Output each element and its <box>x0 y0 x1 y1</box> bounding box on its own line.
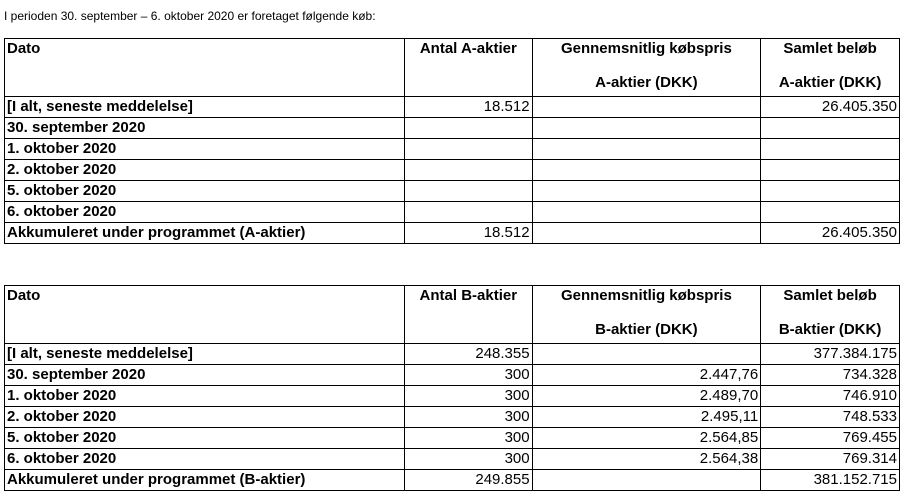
row-avg-price <box>532 118 761 139</box>
row-label: 30. september 2020 <box>5 365 405 386</box>
row-count: 300 <box>405 449 533 470</box>
table-row <box>5 202 900 223</box>
table-header-row <box>5 39 900 97</box>
row-label: 6. oktober 2020 <box>5 449 405 470</box>
intro-text: I perioden 30. september – 6. oktober 2020 er foretaget følgende køb: <box>4 9 376 23</box>
row-avg-price <box>532 202 761 223</box>
row-label: [I alt, seneste meddelelse] <box>5 97 405 118</box>
row-label: 30. september 2020 <box>5 118 405 139</box>
row-label: [I alt, seneste meddelelse] <box>5 344 405 365</box>
row-total <box>761 160 900 181</box>
row-count: 248.355 <box>405 344 533 365</box>
row-avg-price <box>532 139 761 160</box>
table-header-row <box>5 286 900 344</box>
a-shares-table <box>4 38 900 244</box>
header-date: Dato <box>5 39 405 97</box>
row-total: 734.328 <box>761 365 900 386</box>
header-date: Dato <box>5 286 405 344</box>
header-total-line2: B-aktier (DKK) <box>778 321 882 338</box>
b-shares-table <box>4 285 900 491</box>
table-row <box>5 386 900 407</box>
table-row <box>5 118 900 139</box>
row-avg-price <box>532 344 761 365</box>
row-total: 769.314 <box>761 449 900 470</box>
table-row <box>5 181 900 202</box>
row-count <box>405 202 533 223</box>
row-count <box>405 160 533 181</box>
row-total <box>761 139 900 160</box>
row-label: Akkumuleret under programmet (B-aktier) <box>5 470 405 491</box>
row-avg-price: 2.564,85 <box>532 428 761 449</box>
row-avg-price: 2.489,70 <box>532 386 761 407</box>
header-avg-price <box>532 39 761 97</box>
table-row <box>5 449 900 470</box>
row-avg-price <box>532 181 761 202</box>
header-total-line2: A-aktier (DKK) <box>778 74 882 91</box>
table-row <box>5 428 900 449</box>
table-row <box>5 344 900 365</box>
row-label: 5. oktober 2020 <box>5 181 405 202</box>
row-avg-price <box>532 470 761 491</box>
row-total <box>761 181 900 202</box>
table-row <box>5 139 900 160</box>
row-count: 300 <box>405 428 533 449</box>
row-total: 748.533 <box>761 407 900 428</box>
row-count: 300 <box>405 365 533 386</box>
header-total-line1: Samlet beløb <box>783 287 877 304</box>
header-avg-price-line1: Gennemsnitlig købspris <box>560 40 732 57</box>
row-total: 26.405.350 <box>761 97 900 118</box>
row-count: 18.512 <box>405 97 533 118</box>
row-label: 2. oktober 2020 <box>5 407 405 428</box>
table-row <box>5 365 900 386</box>
row-label: 1. oktober 2020 <box>5 386 405 407</box>
row-total: 381.152.715 <box>761 470 900 491</box>
row-label: 2. oktober 2020 <box>5 160 405 181</box>
row-avg-price: 2.564,38 <box>532 449 761 470</box>
row-avg-price <box>532 160 761 181</box>
table-row <box>5 223 900 244</box>
header-avg-price-line1: Gennemsnitlig købspris <box>560 287 732 304</box>
row-count: 300 <box>405 386 533 407</box>
row-count: 18.512 <box>405 223 533 244</box>
row-avg-price <box>532 223 761 244</box>
row-label: Akkumuleret under programmet (A-aktier) <box>5 223 405 244</box>
header-total <box>761 286 900 344</box>
table-row <box>5 160 900 181</box>
row-avg-price: 2.447,76 <box>532 365 761 386</box>
header-avg-price <box>532 286 761 344</box>
row-avg-price: 2.495,11 <box>532 407 761 428</box>
row-count: 249.855 <box>405 470 533 491</box>
row-total: 26.405.350 <box>761 223 900 244</box>
row-total <box>761 202 900 223</box>
row-count: 300 <box>405 407 533 428</box>
header-total <box>761 39 900 97</box>
table-row <box>5 97 900 118</box>
header-count: Antal B-aktier <box>405 286 533 344</box>
header-count: Antal A-aktier <box>405 39 533 97</box>
header-avg-price-line2: A-aktier (DKK) <box>595 74 698 91</box>
row-label: 1. oktober 2020 <box>5 139 405 160</box>
row-total: 769.455 <box>761 428 900 449</box>
row-count <box>405 139 533 160</box>
table-row <box>5 470 900 491</box>
row-total: 377.384.175 <box>761 344 900 365</box>
row-count <box>405 118 533 139</box>
row-label: 6. oktober 2020 <box>5 202 405 223</box>
row-label: 5. oktober 2020 <box>5 428 405 449</box>
row-count <box>405 181 533 202</box>
row-total: 746.910 <box>761 386 900 407</box>
row-total <box>761 118 900 139</box>
header-total-line1: Samlet beløb <box>783 40 877 57</box>
header-avg-price-line2: B-aktier (DKK) <box>595 321 698 338</box>
table-row <box>5 407 900 428</box>
row-avg-price <box>532 97 761 118</box>
